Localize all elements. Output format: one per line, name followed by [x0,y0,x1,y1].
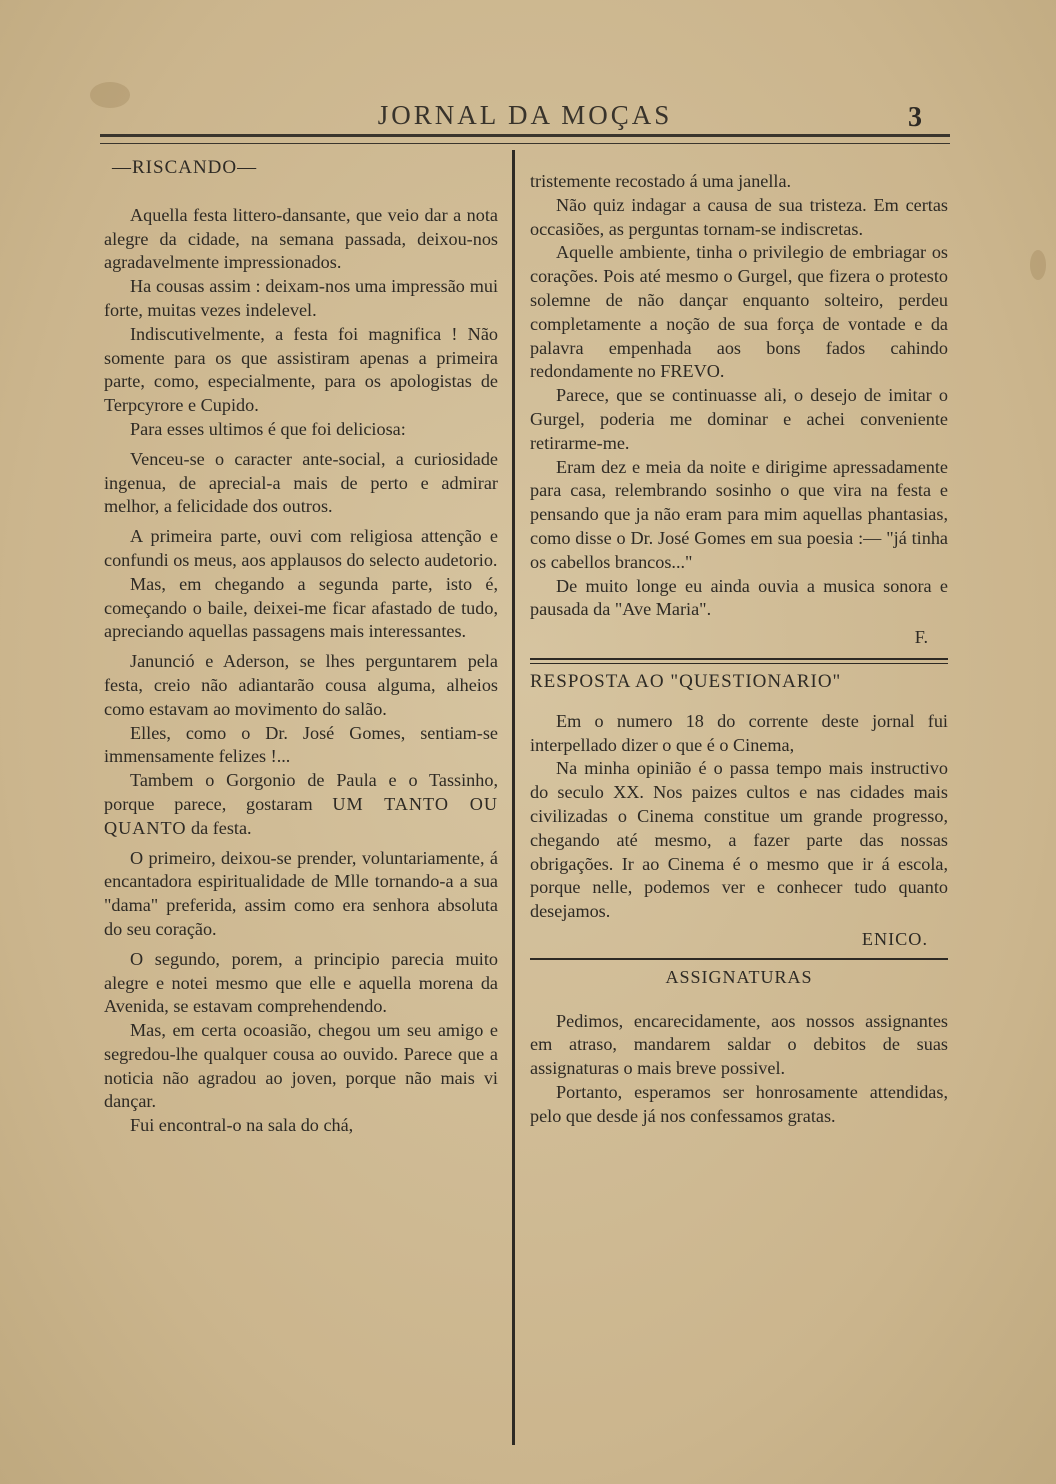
article-paragraph: O primeiro, deixou-se prender, voluntariamente, á encantadora espiritualidade de Mlle tornando-a a sua "dama" preferida, assim como era senhora absoluta do seu coração. [104,847,498,939]
article-paragraph: De muito longe eu ainda ouvia a musica sonora e pausada da "Ave Maria". [530,575,948,620]
article-paragraph: Indiscutivelmente, a festa foi magnifica ! Não somente para os que assistiram apenas a primeira parte, como, especialmente, para os apologistas de Terpcyrore e Cupido. [104,323,498,416]
article-paragraph: O segundo, porem, a principio parecia muito alegre e notei mesmo que elle e aquella morena da Avenida, se estavam comprehendendo. [104,948,498,1017]
section-rule [530,658,948,664]
article-paragraph: Aquelle ambiente, tinha o privilegio de embriagar os corações. Pois até mesmo o Gurgel, que fizera o protesto solemne de não dançar enquanto solteiro, perdeu completamente a noção de sua força de vontade e da palavra empenhada aos bons fados cahindo redondamente no FREVO. [530,242,948,382]
article-paragraph: Janunció e Aderson, se lhes perguntarem pela festa, creio não adiantarão cousa alguma, alheios como estavam ao movimento do salão. [104,651,498,719]
small-caps-phrase: UM TANTO OU QUANTO [104,793,498,838]
article-signature: ENICO. [861,928,928,949]
article-paragraph: Elles, como o Dr. José Gomes, sentiam-se immensamente felizes !... [104,722,498,767]
article-paragraph: Mas, em chegando a segunda parte, isto é, começando o baile, deixei-me ficar afastado de tudo, apreciando aquellas passagens mais interessantes. [104,573,498,642]
article-paragraph: tristemente recostado á uma janella. [530,171,792,191]
article-paragraph: Ha cousas assim : deixam-nos uma impressão mui forte, muitas vezes indelevel. [104,276,498,320]
section-rule [530,958,948,960]
section-heading-assignaturas: ASSIGNATURAS [665,966,813,987]
article-paragraph: Eram dez e meia da noite e dirigime apressadamente para casa, relembrando sosinho o que vira na festa e pensando que ja não eram para mim aquellas phantasias, como disse o Dr. José Gomes em sua poesia :— "já tinha os cabellos brancos..." [530,456,948,572]
article-paragraph: Aquella festa littero-dansante, que veio dar a nota alegre da cidade, na semana passada, deixou-nos agradavelmente impressionados. [104,204,498,273]
page-number: 3 [908,102,922,133]
article-paragraph: Para esses ultimos é que foi deliciosa: [130,418,406,439]
article-paragraph: Na minha opinião é o passa tempo mais instructivo do seculo XX. Nos paizes cultos e nas cidades mais civilizadas o Cinema constitue um grande progresso, chegando até mesmo, a fazer parte das nossas obrigações. Ir ao Cinema é o mesmo que ir á escola, porque nelle, podemos ver e conhecer tudo quanto desejamos. [530,758,948,922]
article-paragraph: Parece, que se continuasse ali, o desejo de imitar o Gurgel, poderia me dominar e achei conveniente retirarme-me. [530,385,948,453]
article-paragraph: Pedimos, encarecidamente, aos nossos assignantes em atraso, mandarem saldar o debitos de suas assignaturas o mais breve possivel. [530,1010,948,1079]
article-paragraph: Mas, em certa ocoasião, chegou um seu amigo e segredou-lhe qualquer cousa ao ouvido. Parece que a noticia não agradou ao joven, porque não mais vi dançar. [104,1020,498,1112]
left-column [104,156,498,1138]
article-paragraph: Portanto, esperamos ser honrosamente attendidas, pelo que desde já nos confessamos gratas. [530,1081,948,1126]
article-paragraph: A primeira parte, ouvi com religiosa attenção e confundi os meus, aos applausos do selecto audetorio. [104,526,498,570]
paper-stain [1030,250,1046,280]
article-text: Tambem o Gorgonio de Paula e o Tassinho, porque parece, gostaram [104,770,498,814]
section-heading-riscando: —RISCANDO— [112,157,258,178]
section-heading-resposta: RESPOSTA AO "QUESTIONARIO" [530,670,842,692]
article-paragraph-tambem [104,769,498,840]
article-paragraph: Em o numero 18 do corrente deste jornal fui interpellado dizer o que é o Cinema, [530,710,948,755]
right-column [530,170,948,1128]
article-paragraph: Fui encontral-o na sala do chá, [130,1115,354,1136]
masthead-rule [100,134,950,144]
column-divider [512,150,515,1445]
article-signature: F. [914,627,928,648]
newspaper-title: JORNAL DA MOÇAS [377,100,673,130]
article-paragraph: Não quiz indagar a causa de sua tristeza. Em certas occasiões, as perguntas tornam-se indiscretas. [530,194,948,239]
masthead [100,100,950,132]
article-text: da festa. [191,817,252,838]
article-paragraph: Venceu-se o caracter ante-social, a curiosidade ingenua, de aprecial-a mais de perto e admirar melhor, a felicidade dos outros. [104,448,498,517]
